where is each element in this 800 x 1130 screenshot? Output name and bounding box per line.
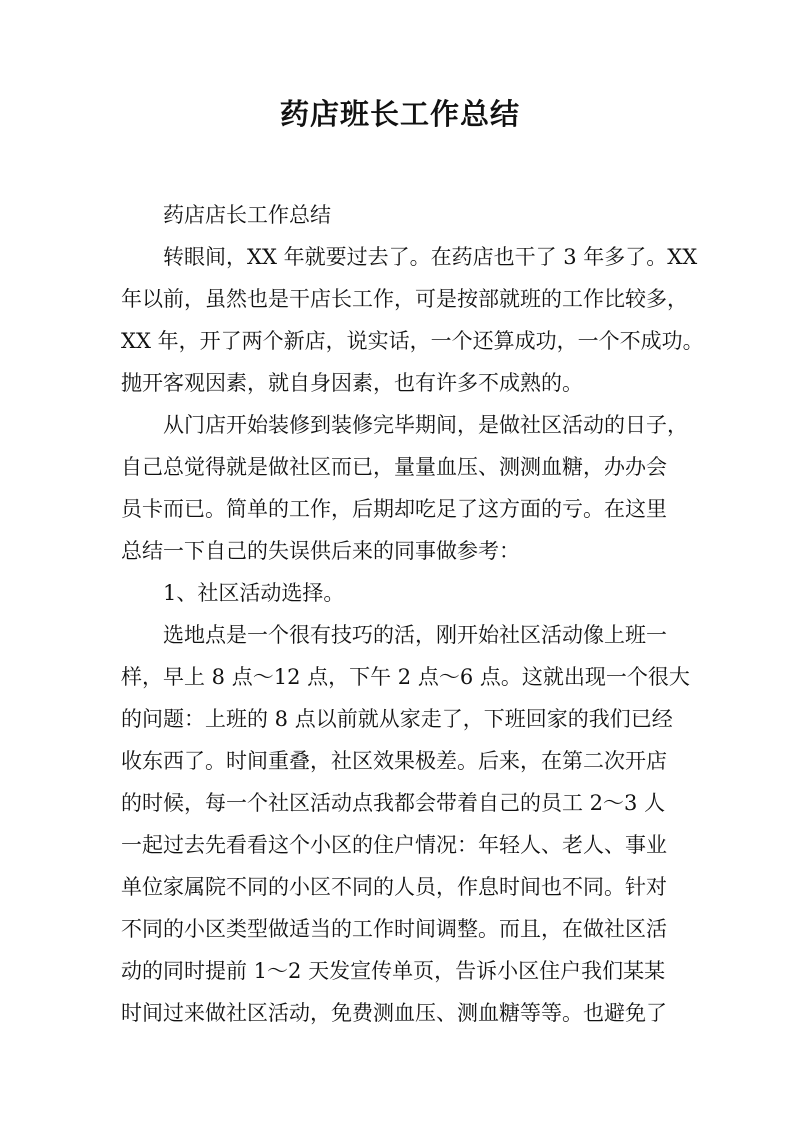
paragraph-line: 从门店开始装修到装修完毕期间，是做社区活动的日子， (163, 413, 688, 437)
paragraph-line: 收东西了。时间重叠，社区效果极差。后来，在第二次开店 (121, 749, 667, 773)
paragraph-line: 总结一下自己的失误供后来的同事做参考： (121, 539, 520, 563)
paragraph-line: 样，早上 8 点～12 点，下午 2 点～6 点。这就出现一个很大 (121, 665, 690, 689)
paragraph-line: 不同的小区类型做适当的工作时间调整。而且，在做社区活 (121, 917, 667, 941)
document-title: 药店班长工作总结 (279, 97, 520, 131)
paragraph-line: 自己总觉得就是做社区而已，量量血压、测测血糖，办办会 (121, 455, 667, 479)
paragraph-line: 一起过去先看看这个小区的住户情况：年轻人、老人、事业 (121, 833, 667, 857)
paragraph-line: 时间过来做社区活动，免费测血压、测血糖等等。也避免了 (121, 1001, 667, 1025)
paragraph-line: 药店店长工作总结 (163, 203, 331, 227)
paragraph-line: 转眼间，XX 年就要过去了。在药店也干了 3 年多了。XX (163, 245, 698, 269)
section-heading: 1、社区活动选择。 (163, 581, 345, 605)
paragraph-line: 年以前，虽然也是干店长工作，可是按部就班的工作比较多， (121, 287, 688, 311)
paragraph-line: 的时候，每一个社区活动点我都会带着自己的员工 2～3 人 (121, 791, 666, 815)
paragraph-line: 的问题：上班的 8 点以前就从家走了，下班回家的我们已经 (121, 707, 673, 731)
paragraph-line: 选地点是一个很有技巧的活，刚开始社区活动像上班一 (163, 623, 667, 647)
paragraph-line: 抛开客观因素，就自身因素，也有许多不成熟的。 (121, 371, 583, 395)
paragraph-line: 员卡而已。简单的工作，后期却吃足了这方面的亏。在这里 (121, 497, 667, 521)
paragraph-line: 动的同时提前 1～2 天发宣传单页，告诉小区住户我们某某 (121, 959, 666, 983)
paragraph-line: XX 年，开了两个新店，说实话，一个还算成功，一个不成功。 (121, 329, 704, 353)
paragraph-line: 单位家属院不同的小区不同的人员，作息时间也不同。针对 (121, 875, 667, 899)
